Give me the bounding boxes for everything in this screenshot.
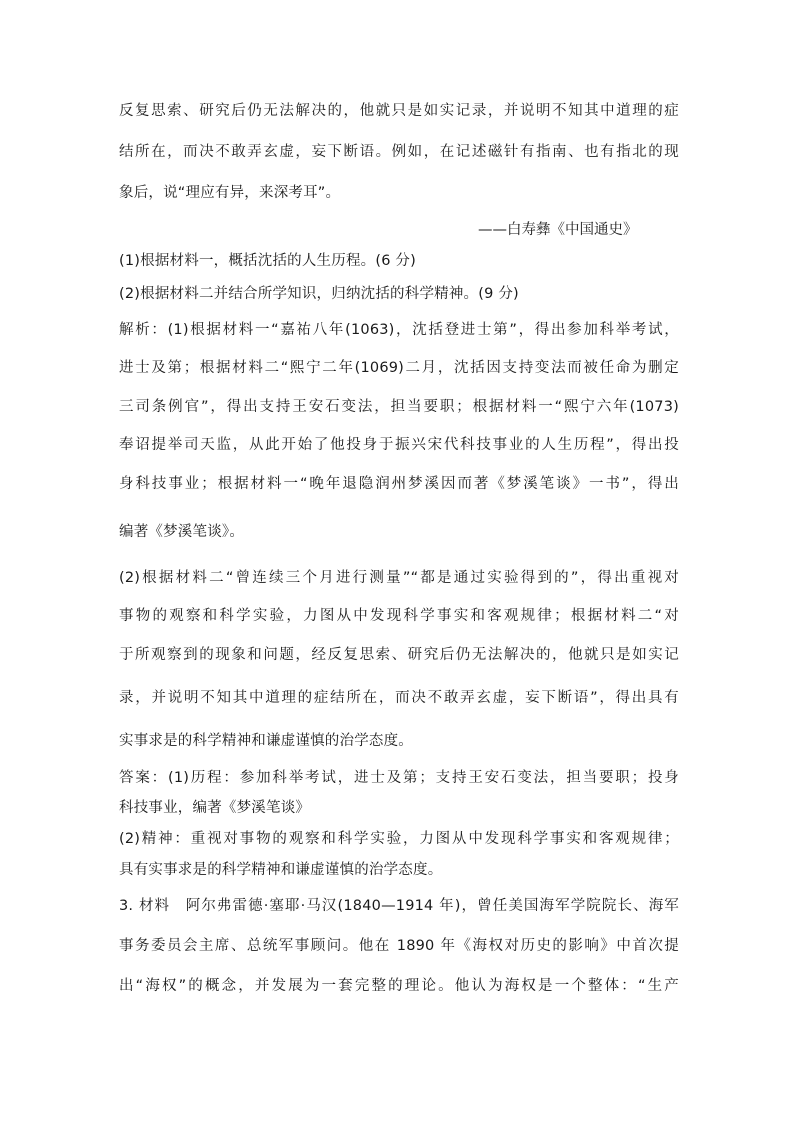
paragraph-line: 反复思索、研究后仍无法解决的，他就只是如实记录，并说明不知其中道理的症 xyxy=(119,103,679,119)
paragraph-line: 结所在，而决不敢弄玄虚，妄下断语。例如，在记述磁针有指南、也有指北的现 xyxy=(119,144,679,160)
analysis-line: 于所观察到的现象和问题，经反复思索、研究后仍无法解决的，他就只是如实记 xyxy=(119,647,679,663)
analysis-line: 事物的观察和科学实验，力图从中发现科学事实和客观规律；根据材料二“对 xyxy=(119,608,679,624)
material-line: 3. 材料 阿尔弗雷德·塞耶·马汉(1840—1914 年)，曾任美国海军学院院长、海军 xyxy=(119,898,679,914)
answer-line: (2)精神：重视对事物的观察和科学实验，力图从中发现科学事实和客观规律； xyxy=(119,831,679,847)
analysis-line: 三司条例官”，得出支持王安石变法，担当要职；根据材料一“熙宁六年(1073) xyxy=(119,399,679,415)
answer-line: 科技事业，编著《梦溪笔谈》 xyxy=(119,800,311,816)
analysis-line: (2)根据材料二“曾连续三个月进行测量”“都是通过实验得到的”，得出重视对 xyxy=(119,570,679,586)
paragraph-line: 象后，说“理应有异，来深考耳”。 xyxy=(119,185,341,201)
analysis-line: 奉诏提举司天监，从此开始了他投身于振兴宋代科技事业的人生历程”，得出投 xyxy=(119,437,679,453)
analysis-line: 实事求是的科学精神和谦虚谨慎的治学态度。 xyxy=(119,733,413,749)
answer-line: 答案：(1)历程：参加科举考试，进士及第；支持王安石变法，担当要职；投身 xyxy=(119,770,679,786)
question-1: (1)根据材料一，概括沈括的人生历程。(6 分) xyxy=(119,253,416,269)
analysis-line: 身科技事业；根据材料一“晚年退隐润州梦溪因而著《梦溪笔谈》一书”，得出 xyxy=(119,476,679,492)
analysis-line: 录，并说明不知其中道理的症结所在，而决不敢弄玄虚，妄下断语”，得出具有 xyxy=(119,690,679,706)
analysis-line: 解析：(1)根据材料一“嘉祐八年(1063)，沈括登进士第”，得出参加科举考试， xyxy=(119,322,679,338)
answer-line: 具有实事求是的科学精神和谦虚谨慎的治学态度。 xyxy=(119,862,443,878)
analysis-line: 编著《梦溪笔谈》。 xyxy=(119,524,245,540)
question-2: (2)根据材料二并结合所学知识，归纳沈括的科学精神。(9 分) xyxy=(119,286,519,302)
analysis-line: 进士及第；根据材料二“熙宁二年(1069)二月，沈括因支持变法而被任命为删定 xyxy=(119,360,679,376)
material-line: 出“海权”的概念，并发展为一套完整的理论。他认为海权是一个整体：“生产 xyxy=(119,978,679,994)
citation-source: ——白寿彝《中国通史》 xyxy=(478,222,638,238)
material-line: 事务委员会主席、总统军事顾问。他在 1890 年《海权对历史的影响》中首次提 xyxy=(119,938,679,954)
